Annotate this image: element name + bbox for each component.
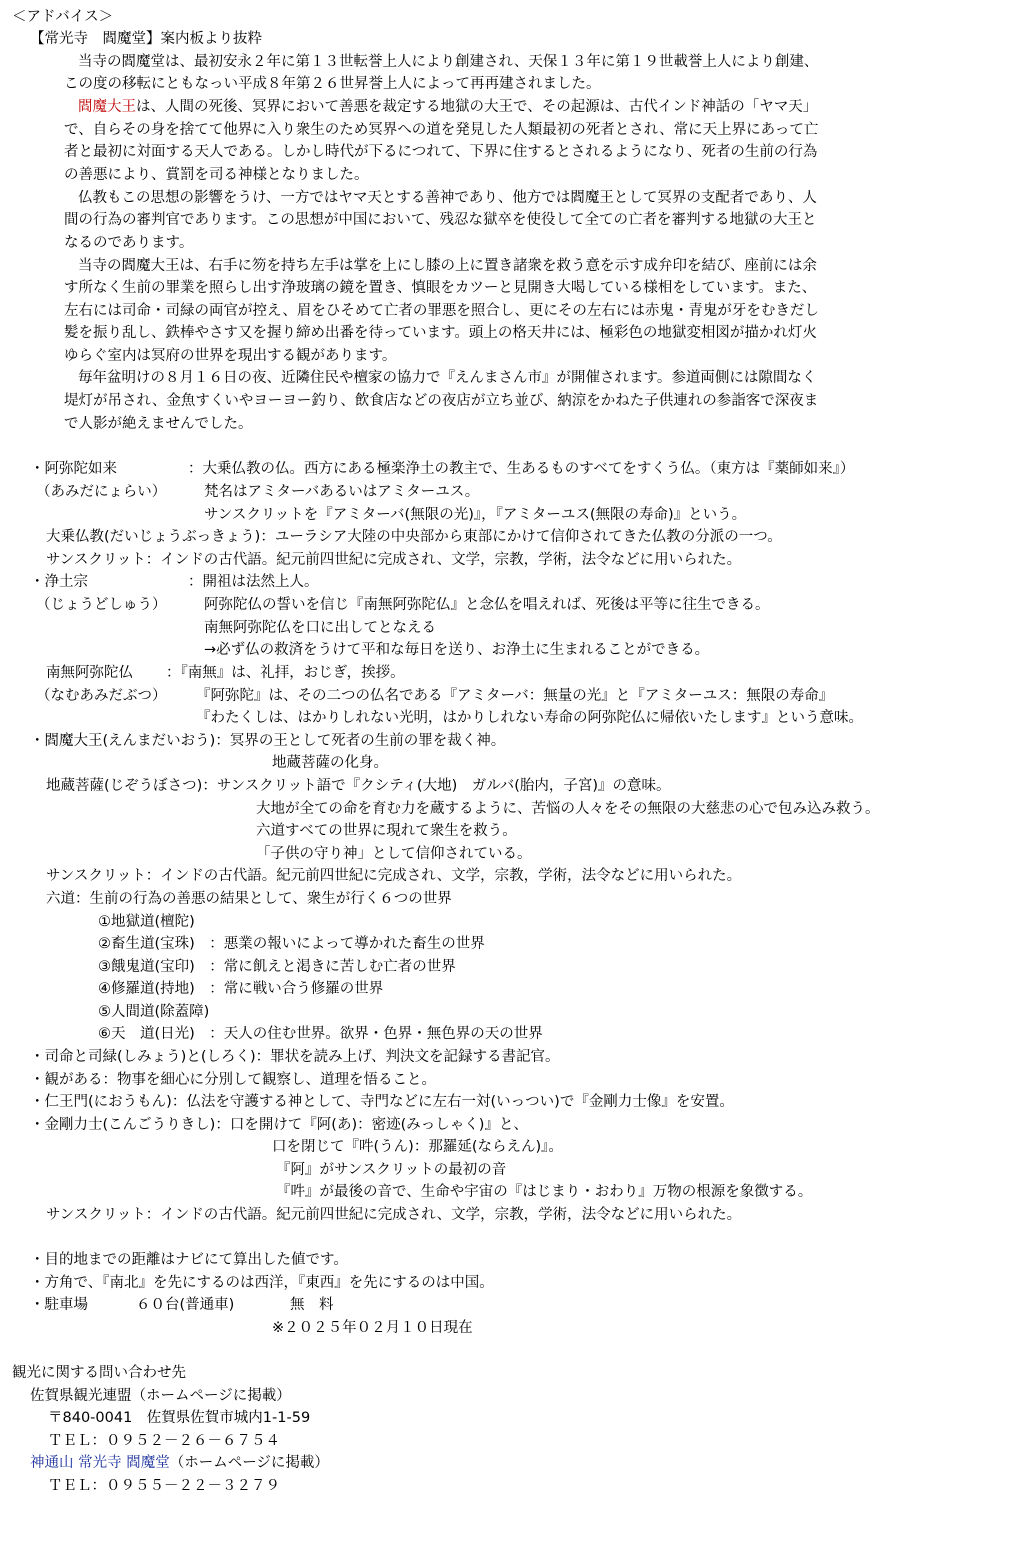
note-parking-count: ６０台(普通車) (136, 1297, 235, 1313)
enma-daio-highlight: 閻魔大王 (78, 99, 136, 115)
p1-line-1: 当寺の閻魔堂は、最初安永２年に第１３世転誉上人により創建され、天保１３年に第１９世載誉上人により創建、 (78, 54, 819, 70)
contact-org1: 佐賀県観光連盟（ホームページに掲載） (30, 1388, 291, 1404)
gloss-rokudo: 六道：生前の行為の善悪の結果として、衆生が行く６つの世界 (46, 891, 452, 907)
gloss-sanskrit: サンスクリット：インドの古代語。紀元前四世紀に完成され、文学，宗教，学術，法令などに用いられた。 (46, 552, 742, 568)
rokudo-item: ⑤人間道(除蓋障) (98, 1004, 210, 1020)
gloss-jodo-reading: （じょうどしゅう） (36, 597, 167, 613)
note-distance: ・目的地までの距離はナビにて算出した値です。 (30, 1252, 348, 1268)
p3-line-3: なるのであります。 (64, 235, 194, 251)
p3-line-2: 間の行為の審判官であります。この思想が中国において、残忍な獄卒を使役して全ての亡者を審判する地獄の大王と (64, 212, 817, 228)
rokudo-item: ④修羅道(持地) ：常に戦い合う修羅の世界 (98, 981, 384, 997)
contact-heading: 観光に関する問い合わせ先 (12, 1365, 186, 1381)
rokudo-item: ③餓鬼道(宝印) ：常に飢えと渇きに苦しむ亡者の世界 (98, 959, 456, 975)
gloss-kongo-def-4: 『吽』が最後の音で、生命や宇宙の『はじまり・おわり』万物の根源を象徴する。 (276, 1184, 813, 1200)
p3-line-1: 仏教もこの思想の影響をうけ、一方ではヤマ天とする善神であり、他方では閻魔王として冥界の支配者であり、人 (78, 190, 817, 206)
gloss-namu-def-3: 『わたくしは、はかりしれない光明，はかりしれない寿命の阿弥陀仏に帰依いたします』という意味。 (196, 710, 863, 726)
p4-line-5: ゆらぐ室内は冥府の世界を現出する観があります。 (64, 348, 397, 364)
p5-line-3: で人影が絶えませんでした。 (64, 416, 253, 432)
contact-org2-link[interactable]: 神通山 常光寺 閻魔堂 (30, 1455, 170, 1471)
contact-org2-tel: ＴＥＬ：０９５５－２２－３２７９ (48, 1478, 280, 1494)
gloss-kongo: ・金剛力士(こんごうりきし)：口を開けて『阿(あ)：密迹(みっしゃく)』と、 (30, 1117, 528, 1133)
gloss-shimyo: ・司命と司緑(しみょう)と(しろく)：罪状を読み上げ、判決文を記録する書記官。 (30, 1049, 560, 1065)
p5-line-1: 毎年盆明けの８月１６日の夜、近隣住民や檀家の協力で『えんまさん市』が開催されます。参道両側には隙間なく (78, 370, 817, 386)
p1-line-2: この度の移転にともなっい平成８年第２６世昇誉上人によって再再建されました。 (64, 76, 601, 92)
gloss-sanskrit-3: サンスクリット：インドの古代語。紀元前四世紀に完成され、文学，宗教，学術，法令などに用いられた。 (46, 1207, 742, 1223)
gloss-jizo-def-2: 大地が全ての命を育む力を蔵するように、苦悩の人々をその無限の大慈悲の心で包み込み救う。 (256, 801, 880, 817)
p4-line-2: す所なく生前の罪業を照らし出す浄玻璃の鏡を置き、慎眼をカツーと見開き大喝している様相をしています。また、 (64, 280, 817, 296)
gloss-amida-reading: （あみだにょらい） (36, 484, 167, 500)
rokudo-item: ⑥天 道(日光) ：天人の住む世界。欲界・色界・無色界の天の世界 (98, 1026, 543, 1042)
gloss-namu-def-2: 『阿弥陀』は、その二つの仏名である『アミターバ：無量の光』と『アミターユス：無限の寿命』 (196, 688, 834, 704)
note-parking-label: ・駐車場 (30, 1297, 88, 1313)
contact-org2 (30, 1452, 329, 1474)
p2-line-1 (78, 96, 817, 118)
gloss-kongo-def-3: 『阿』がサンスクリットの最初の音 (276, 1162, 507, 1178)
note-parking-fee: 無 料 (290, 1297, 334, 1313)
p2-line-3: 者と最初に対面する天人である。しかし時代が下るにつれて、下界に住するとされるようになり、死者の生前の行為 (64, 144, 818, 160)
p2-line-1-text: は、人間の死後、冥界において善悪を裁定する地獄の大王で、その起源は、古代インド神話の「ヤマ天」 (136, 99, 818, 115)
gloss-jizo: 地蔵菩薩(じぞうぼさつ)：サンスクリット語で『クシティ(大地) ガルバ(胎内，子宮)』の意味。 (46, 778, 671, 794)
rokudo-item: ②畜生道(宝珠) ：悪業の報いによって導かれた畜生の世界 (98, 936, 485, 952)
rokudo-item: ①地獄道(檀陀) (98, 914, 195, 930)
gloss-jodo-def: ：開祖は法然上人。 (188, 574, 319, 590)
gloss-amida-term: ・阿弥陀如来 (30, 461, 117, 477)
note-as-of: ※２０２５年０２月１０日現在 (272, 1320, 473, 1336)
p5-line-2: 堤灯が吊され、金魚すくいやヨーヨー釣り、飲食店などの夜店が立ち並び、納涼をかねた子供連れの参詣客で深夜ま (64, 393, 819, 409)
source-heading: 【常光寺 閻魔堂】案内板より抜粋 (30, 31, 262, 47)
gloss-daijo: 大乗仏教(だいじょうぶっきょう)：ユーラシア大陸の中央部から東部にかけて信仰されてきた仏教の分派の一つ。 (46, 529, 782, 545)
gloss-enma-def-2: 地蔵菩薩の化身。 (272, 755, 388, 771)
gloss-namu-term: 南無阿弥陀仏 (46, 665, 133, 681)
gloss-kan: ・観がある：物事を細心に分別して観察し、道理を悟ること。 (30, 1072, 436, 1088)
p4-line-4: 髪を振り乱し、鉄棒やさす又を握り締め出番を待っています。頭上の格天井には、極彩色の地獄変相図が描かれ灯火 (64, 325, 817, 341)
gloss-sanskrit-2: サンスクリット：インドの古代語。紀元前四世紀に完成され、文学，宗教，学術，法令などに用いられた。 (46, 868, 742, 884)
page-title: ＜アドバイス＞ (12, 9, 114, 25)
note-direction: ・方角で、『南北』を先にするのは西洋，『東西』を先にするのは中国。 (30, 1275, 494, 1291)
gloss-amida-def-2: 梵名はアミターバあるいはアミターユス。 (204, 484, 480, 500)
gloss-jodo-def-4: →必ず仏の救済をうけて平和な毎日を送り、お浄土に生まれることができる。 (204, 642, 710, 658)
gloss-nio: ・仁王門(におうもん)：仏法を守護する神として、寺門などに左右一対(いっつい)で『金剛力士像』を安置。 (30, 1094, 734, 1110)
gloss-amida-def: ：大乗仏教の仏。西方にある極楽浄土の教主で、生あるものすべてをすくう仏。（東方は『薬師如来』） (188, 461, 855, 477)
gloss-jodo-term: ・浄土宗 (30, 574, 88, 590)
contact-org1-address: 〒840-0041 佐賀県佐賀市城内1-1-59 (48, 1410, 311, 1426)
gloss-namu-reading: （なむあみだぶつ） (36, 688, 167, 704)
p2-line-4: の善悪により、賞罰を司る神様となりました。 (64, 167, 369, 183)
gloss-jodo-def-3: 南無阿弥陀仏を口に出してとなえる (204, 620, 436, 636)
gloss-enma: ・閻魔大王(えんまだいおう)：冥界の王として死者の生前の罪を裁く神。 (30, 733, 506, 749)
gloss-jodo-def-2: 阿弥陀仏の誓いを信じ『南無阿弥陀仏』と念仏を唱えれば、死後は平等に往生できる。 (204, 597, 770, 613)
p4-line-3: 左右には司命・司緑の両官が控え、眉をひそめて亡者の罪悪を照合し、更にその左右には赤鬼・青鬼が牙をむきだし (64, 303, 819, 319)
gloss-kongo-def-2: 口を閉じて『吽(うん)：那羅延(ならえん)』。 (272, 1139, 563, 1155)
gloss-jizo-def-3: 六道すべての世界に現れて衆生を救う。 (256, 823, 517, 839)
contact-org2-suffix: （ホームページに掲載） (169, 1455, 329, 1471)
contact-org1-tel: ＴＥＬ：０９５２－２６－６７５４ (48, 1433, 280, 1449)
p4-line-1: 当寺の閻魔大王は、右手に笏を持ち左手は掌を上にし膝の上に置き諸衆を救う意を示す成弁印を結び、座前には余 (78, 258, 817, 274)
gloss-jizo-def-4: 「子供の守り神」として信仰されている。 (256, 846, 532, 862)
gloss-amida-def-3: サンスクリットを『アミターバ(無限の光)』，『アミターユス(無限の寿命)』という。 (204, 507, 747, 523)
gloss-namu-def: ：『南無』は、礼拝，おじぎ，挨拶。 (166, 665, 405, 681)
p2-line-2: で、自らその身を捨てて他界に入り衆生のため冥界への道を発見した人類最初の死者とされ、常に天上界にあって亡 (64, 122, 819, 138)
